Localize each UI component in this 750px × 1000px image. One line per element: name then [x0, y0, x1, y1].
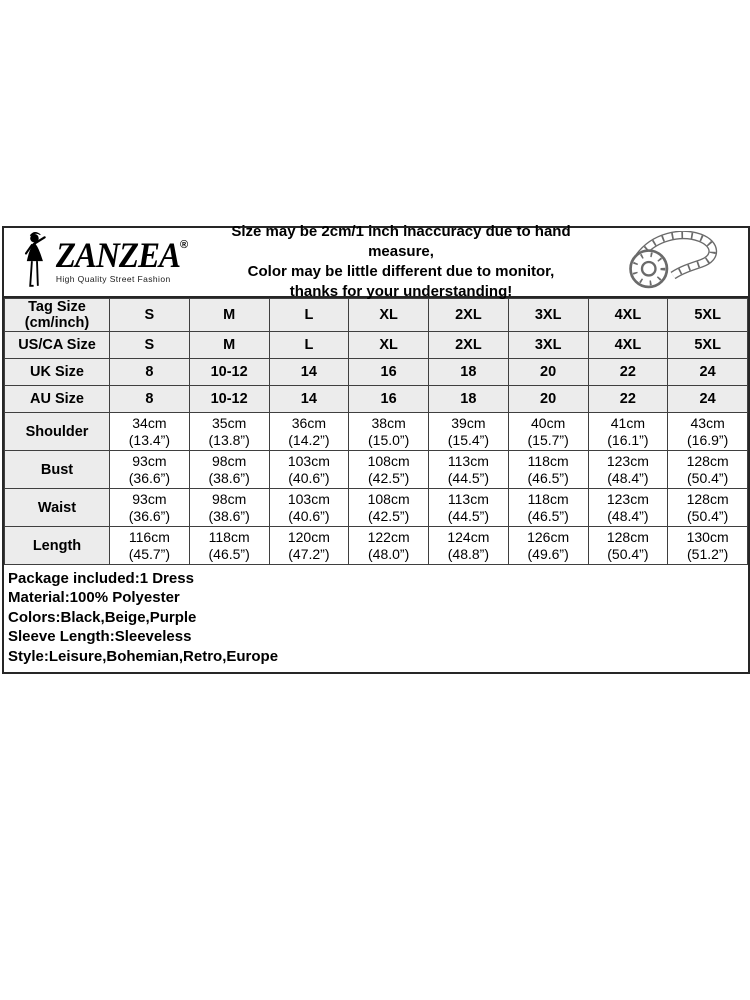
measure-cell: [508, 451, 588, 489]
measuring-tape-icon: [598, 231, 748, 293]
cm-value: 35cm: [212, 414, 247, 431]
cm-value: 113cm: [447, 490, 489, 507]
measure-cell: [588, 451, 668, 489]
size-cell: L: [269, 299, 349, 332]
measure-cell: [508, 489, 588, 527]
table-row-tag-size: [5, 299, 748, 332]
cm-value: 124cm: [447, 528, 490, 545]
size-cell: 3XL: [508, 332, 588, 359]
measure-cell: [588, 413, 668, 451]
measure-cell: [110, 489, 190, 527]
inch-value: (51.2”): [687, 545, 729, 562]
cm-value: 103cm: [287, 490, 330, 507]
cm-value: 128cm: [686, 452, 729, 469]
measure-cell: [429, 451, 509, 489]
size-cell: 18: [429, 359, 509, 386]
measure-cell: [508, 413, 588, 451]
measure-cell: [668, 527, 748, 565]
disclaimer-line: thanks for your understanding!: [289, 283, 513, 300]
cm-value: 39cm: [451, 414, 486, 431]
cm-value: 123cm: [606, 490, 649, 507]
row-label: UK Size: [5, 359, 110, 386]
cm-value: 123cm: [606, 452, 649, 469]
inch-value: (50.4”): [687, 507, 729, 524]
measure-cell: [110, 451, 190, 489]
size-cell: 2XL: [429, 299, 509, 332]
measure-cell: [189, 489, 269, 527]
measure-cell: [189, 451, 269, 489]
row-label: Bust: [5, 451, 110, 489]
measure-cell: [269, 527, 349, 565]
size-cell: 22: [588, 359, 668, 386]
size-cell: 22: [588, 386, 668, 413]
inch-value: (47.2”): [288, 545, 330, 562]
cm-value: 108cm: [367, 490, 410, 507]
inch-value: (49.6”): [527, 545, 569, 562]
measure-cell: [269, 489, 349, 527]
inch-value: (48.0”): [368, 545, 410, 562]
size-cell: 4XL: [588, 332, 668, 359]
inch-value: (42.5”): [368, 507, 410, 524]
table-row-waist: [5, 489, 748, 527]
inch-value: (48.4”): [607, 469, 649, 486]
inch-value: (15.4”): [447, 431, 489, 448]
inch-value: (16.1”): [607, 431, 649, 448]
measure-cell: [269, 451, 349, 489]
size-cell: XL: [349, 299, 429, 332]
cm-value: 130cm: [686, 528, 729, 545]
size-cell: S: [110, 332, 190, 359]
measure-cell: [269, 413, 349, 451]
size-cell: 4XL: [588, 299, 668, 332]
cm-value: 98cm: [212, 452, 247, 469]
fashion-figure-icon: [20, 230, 54, 294]
size-cell: M: [189, 299, 269, 332]
size-cell: 5XL: [668, 299, 748, 332]
cm-value: 118cm: [527, 490, 569, 507]
size-cell: 10-12: [189, 359, 269, 386]
size-cell: L: [269, 332, 349, 359]
cm-value: 41cm: [610, 414, 645, 431]
size-cell: 20: [508, 359, 588, 386]
measure-cell: [429, 527, 509, 565]
measure-cell: [588, 489, 668, 527]
size-cell: XL: [349, 332, 429, 359]
size-cell: 10-12: [189, 386, 269, 413]
inch-value: (15.0”): [368, 431, 410, 448]
measure-cell: [349, 527, 429, 565]
row-label: AU Size: [5, 386, 110, 413]
registered-mark: ®: [180, 239, 189, 252]
size-cell: 5XL: [668, 332, 748, 359]
size-chart-panel: [2, 223, 750, 674]
table-row-length: [5, 527, 748, 565]
cm-value: 128cm: [606, 528, 649, 545]
inch-value: (50.4”): [607, 545, 649, 562]
cm-value: 93cm: [132, 490, 167, 507]
note-line-sleeve: Sleeve Length:Sleeveless: [8, 628, 192, 646]
cm-value: 126cm: [527, 528, 570, 545]
inch-value: (38.6”): [208, 469, 250, 486]
size-cell: 3XL: [508, 299, 588, 332]
inch-value: (40.6”): [288, 507, 330, 524]
inch-value: (16.9”): [687, 431, 729, 448]
inch-value: (48.8”): [447, 545, 489, 562]
inch-value: (42.5”): [368, 469, 410, 486]
row-label: Shoulder: [5, 413, 110, 451]
table-row-uk-size: [5, 359, 748, 386]
measure-cell: [110, 527, 190, 565]
cm-value: 40cm: [531, 414, 566, 431]
measure-cell: [508, 527, 588, 565]
inch-value: (36.6”): [128, 469, 170, 486]
cm-value: 118cm: [208, 528, 250, 545]
size-cell: 16: [349, 386, 429, 413]
header-strip: [4, 223, 748, 300]
tag-size-line1: Tag Size: [28, 299, 86, 315]
inch-value: (40.6”): [288, 469, 330, 486]
inch-value: (46.5”): [208, 545, 250, 562]
brand-name: ZANZEA: [55, 236, 181, 276]
cm-value: 98cm: [212, 490, 247, 507]
size-chart-table: [4, 298, 748, 565]
measure-cell: [429, 413, 509, 451]
size-cell: 24: [668, 386, 748, 413]
measure-cell: [668, 413, 748, 451]
cm-value: 120cm: [287, 528, 330, 545]
inch-value: (13.4”): [128, 431, 170, 448]
cm-value: 128cm: [686, 490, 729, 507]
inch-value: (44.5”): [447, 507, 489, 524]
size-cell: 16: [349, 359, 429, 386]
measure-cell: [110, 413, 190, 451]
table-row-au-size: [5, 386, 748, 413]
brand-tagline: High Quality Street Fashion: [55, 274, 171, 285]
inch-value: (46.5”): [527, 507, 569, 524]
cm-value: 108cm: [367, 452, 410, 469]
row-label: Waist: [5, 489, 110, 527]
size-cell: 2XL: [429, 332, 509, 359]
measure-cell: [349, 451, 429, 489]
cm-value: 34cm: [132, 414, 167, 431]
table-row-shoulder: [5, 413, 748, 451]
cm-value: 36cm: [291, 414, 326, 431]
brand-text-block: [55, 236, 189, 285]
size-cell: S: [110, 299, 190, 332]
inch-value: (13.8”): [208, 431, 250, 448]
measure-cell: [668, 489, 748, 527]
table-row-bust: [5, 451, 748, 489]
table-row-usca-size: [5, 332, 748, 359]
cm-value: 103cm: [287, 452, 330, 469]
inch-value: (44.5”): [447, 469, 489, 486]
cm-value: 118cm: [527, 452, 569, 469]
measure-cell: [349, 413, 429, 451]
disclaimer-line: Size may be 2cm/1 inch inaccuracy due to hand measure,: [231, 223, 571, 260]
brand-logo: [4, 230, 204, 294]
measure-cell: [668, 451, 748, 489]
cm-value: 116cm: [128, 528, 170, 545]
size-cell: 8: [110, 386, 190, 413]
cm-value: 43cm: [690, 414, 725, 431]
size-cell: M: [189, 332, 269, 359]
tag-size-line2: (cm/inch): [24, 315, 90, 331]
inch-value: (14.2”): [288, 431, 330, 448]
inch-value: (48.4”): [607, 507, 649, 524]
inch-value: (38.6”): [208, 507, 250, 524]
note-line-colors: Colors:Black,Beige,Purple: [8, 608, 197, 626]
inch-value: (50.4”): [687, 469, 729, 486]
size-cell: 14: [269, 359, 349, 386]
note-line-style: Style:Leisure,Bohemian,Retro,Europe: [8, 647, 279, 665]
disclaimer-line: Color may be little different due to monitor,: [247, 263, 555, 280]
size-cell: 24: [668, 359, 748, 386]
measure-cell: [189, 413, 269, 451]
inch-value: (45.7”): [128, 545, 170, 562]
row-label: Length: [5, 527, 110, 565]
measure-cell: [349, 489, 429, 527]
cm-value: 122cm: [367, 528, 410, 545]
note-line-material: Material:100% Polyester: [8, 589, 180, 607]
cm-value: 113cm: [447, 452, 489, 469]
cm-value: 93cm: [132, 452, 167, 469]
product-notes: [4, 565, 748, 672]
note-line-package: Package included:1 Dress: [8, 570, 194, 587]
measure-cell: [189, 527, 269, 565]
inch-value: (36.6”): [128, 507, 170, 524]
cm-value: 38cm: [371, 414, 406, 431]
measure-cell: [429, 489, 509, 527]
measure-cell: [588, 527, 668, 565]
size-cell: 18: [429, 386, 509, 413]
row-label-tag-size: [5, 299, 110, 332]
size-cell: 20: [508, 386, 588, 413]
inch-value: (15.7”): [527, 431, 569, 448]
row-label: US/CA Size: [5, 332, 110, 359]
disclaimer-text: [204, 222, 598, 302]
size-cell: 8: [110, 359, 190, 386]
size-cell: 14: [269, 386, 349, 413]
inch-value: (46.5”): [527, 469, 569, 486]
